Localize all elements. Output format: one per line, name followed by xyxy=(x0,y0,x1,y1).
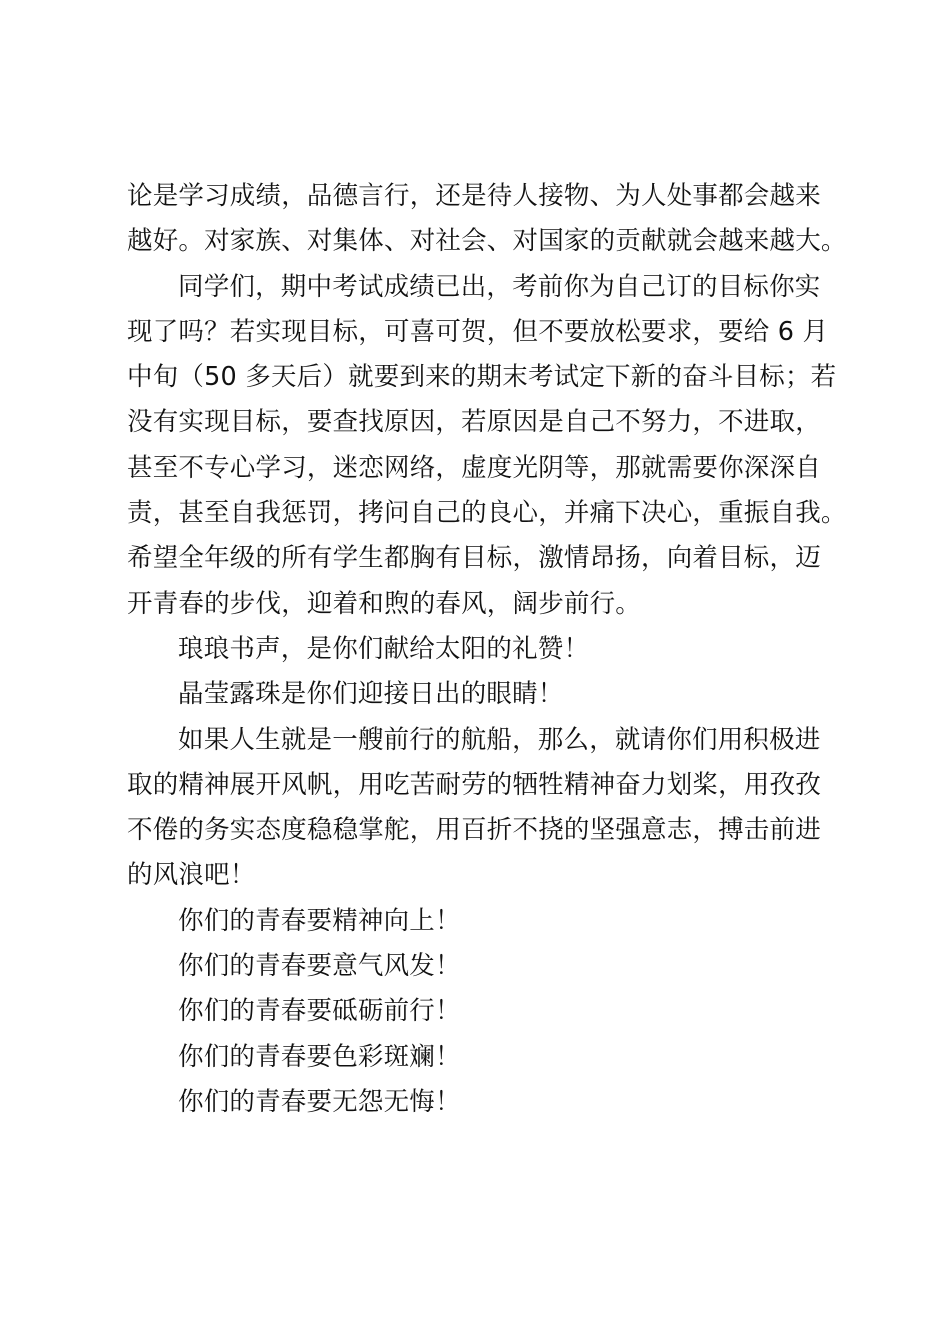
text-line: 现了吗？若实现目标，可喜可贺，但不要放松要求，要给 6 月 xyxy=(127,316,829,347)
text-line: 你们的青春要砥砺前行！ xyxy=(178,996,461,1027)
text-line: 中旬（50 多天后）就要到来的期末考试定下新的奋斗目标；若 xyxy=(127,362,837,393)
text-line: 晶莹露珠是你们迎接日出的眼睛！ xyxy=(178,679,564,710)
text-line: 没有实现目标，要查找原因，若原因是自己不努力，不进取， xyxy=(127,407,821,438)
text-line: 如果人生就是一艘前行的航船，那么，就请你们用积极进 xyxy=(178,724,821,755)
text-line: 你们的青春要色彩斑斓！ xyxy=(178,1041,461,1072)
text-line: 希望全年级的所有学生都胸有目标，激情昂扬，向着目标，迈 xyxy=(127,543,821,574)
text-line: 你们的青春要精神向上！ xyxy=(178,905,461,936)
text-line: 你们的青春要无怨无悔！ xyxy=(178,1086,461,1117)
text-line: 责，甚至自我惩罚，拷问自己的良心，并痛下决心，重振自我。 xyxy=(127,498,847,529)
text-line: 琅琅书声，是你们献给太阳的礼赞！ xyxy=(178,633,590,664)
text-line: 越好。对家族、对集体、对社会、对国家的贡献就会越来越大。 xyxy=(127,226,847,257)
text-line: 同学们，期中考试成绩已出，考前你为自己订的目标你实 xyxy=(178,271,821,302)
text-line: 你们的青春要意气风发！ xyxy=(178,951,461,982)
text-line: 甚至不专心学习，迷恋网络，虚度光阴等，那就需要你深深自 xyxy=(127,452,821,483)
text-line: 的风浪吧！ xyxy=(127,860,256,891)
text-line: 取的精神展开风帆，用吃苦耐劳的牺牲精神奋力划桨，用孜孜 xyxy=(127,769,821,800)
text-line: 开青春的步伐，迎着和煦的春风，阔步前行。 xyxy=(127,588,642,619)
text-line: 不倦的务实态度稳稳掌舵，用百折不挠的坚强意志，搏击前进 xyxy=(127,815,821,846)
document-body xyxy=(127,174,847,1125)
text-line: 论是学习成绩，品德言行，还是待人接物、为人处事都会越来 xyxy=(127,181,821,211)
